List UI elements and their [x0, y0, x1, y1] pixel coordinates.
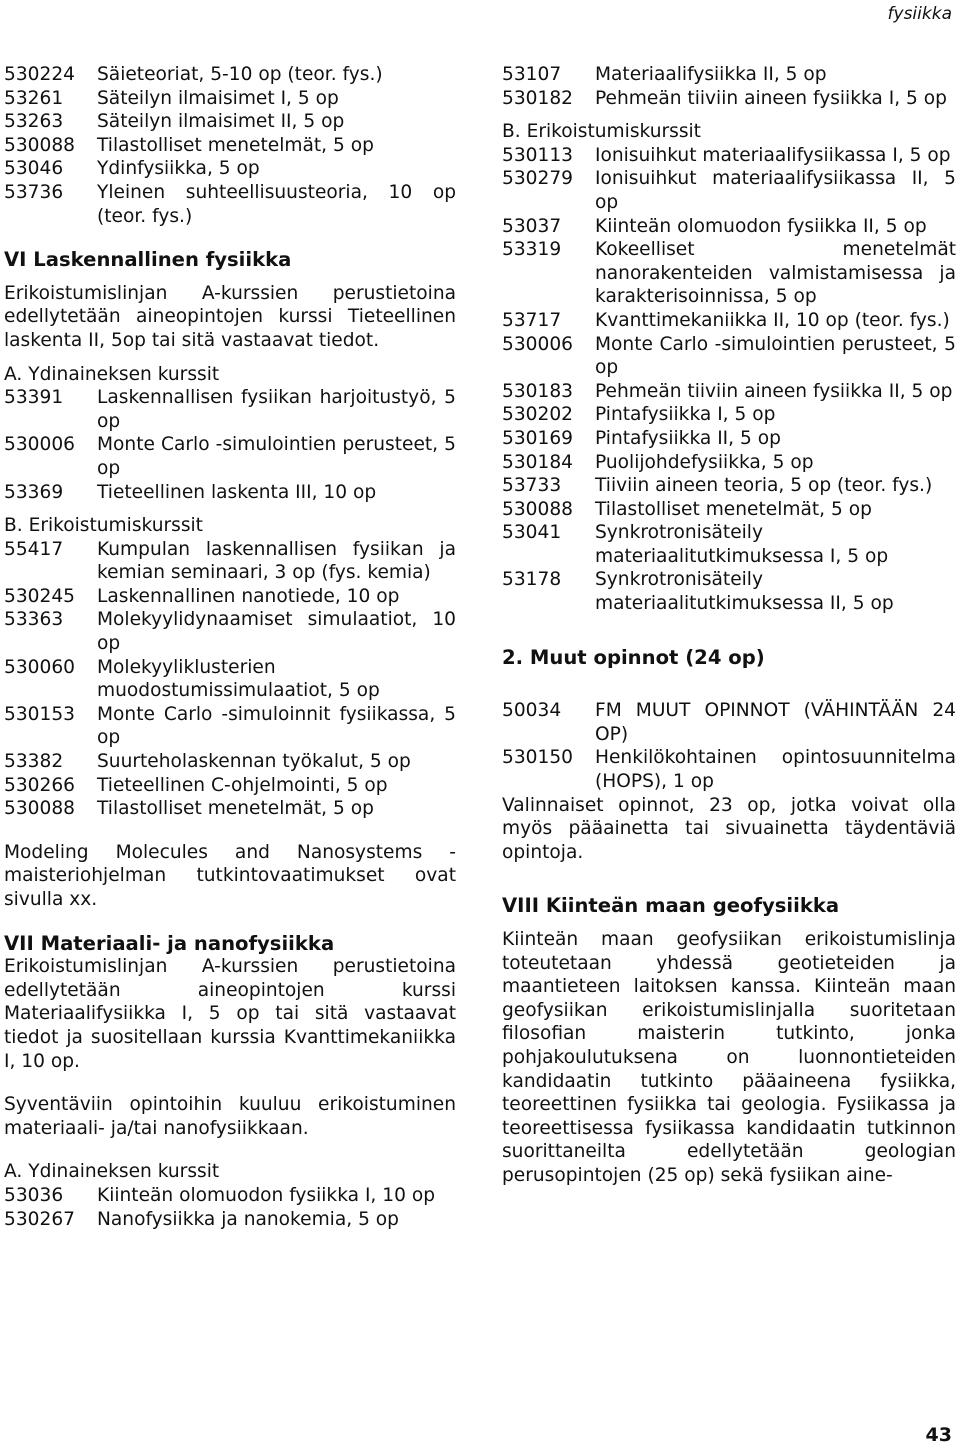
- course-entry: [502, 498, 956, 522]
- course-code: 53036: [4, 1184, 64, 1206]
- course-entry: [502, 474, 956, 498]
- section-heading: VII Materiaali- ja nanofysiikka: [4, 931, 335, 955]
- course-code: 530060: [4, 656, 75, 678]
- section-note: Modeling Molecules and Nanosystems -maisteriohjelman tutkintovaatimukset ovat sivulla xx.: [4, 841, 456, 910]
- course-code: 530266: [4, 774, 75, 796]
- course-code: 53382: [4, 751, 64, 773]
- course-entry: [502, 309, 956, 333]
- course-title: Tieteellinen laskenta III, 10 op: [97, 481, 377, 503]
- course-code: 530006: [502, 333, 573, 355]
- course-entry: [4, 157, 456, 181]
- course-entry: [502, 451, 956, 475]
- course-entry: [4, 585, 456, 609]
- course-entry: [4, 703, 456, 750]
- course-title: Säieteoriat, 5-10 op (teor. fys.): [97, 64, 383, 85]
- course-entry: [502, 87, 956, 111]
- course-code: 530202: [502, 404, 573, 426]
- course-entry: [502, 167, 956, 214]
- course-code: 530267: [4, 1208, 75, 1230]
- course-entry: [4, 87, 456, 111]
- course-title: Suurteholaskennan työkalut, 5 op: [97, 751, 411, 773]
- course-title: Henkilökohtainen opintosuunnitelma (HOPS), 1 op: [595, 747, 956, 793]
- course-code: 530169: [502, 427, 573, 449]
- course-entry: [4, 656, 456, 703]
- course-title: Synkrotronisäteily materiaalitutkimuksessa II, 5 op: [595, 569, 894, 615]
- course-title: Molekyylidynaamiset simulaatiot, 10 op: [97, 609, 456, 655]
- section-intro: Erikoistumislinjan A-kurssien perustietoina edellytetään aineopintojen kurssi Materiaalifysiikka I, 5 op tai sitä vastaavat tiedot ja suositellaan kurssia Kvanttimekaniikka I, 10 op.: [4, 956, 456, 1072]
- section-intro: Erikoistumislinjan A-kurssien perustietoina edellytetään aineopintojen kurssi Tieteellinen laskenta II, 5op tai sitä vastaavat tiedot.: [4, 282, 456, 351]
- course-title: FM MUUT OPINNOT (VÄHINTÄÄN 24 OP): [595, 700, 956, 745]
- course-title: Tilastolliset menetelmät, 5 op: [97, 134, 374, 156]
- course-entry: [4, 538, 456, 585]
- course-title: Laskennallisen fysiikan harjoitustyö, 5 op: [97, 387, 456, 432]
- course-list: [502, 63, 956, 110]
- right-column: [502, 63, 956, 1188]
- course-title: Tieteellinen C-ohjelmointi, 5 op: [97, 774, 388, 796]
- course-list: [502, 144, 956, 616]
- section-intro: Syventäviin opintoihin kuuluu erikoistuminen materiaali- ja/tai nanofysiikkaan.: [4, 1094, 456, 1139]
- course-title: Säteilyn ilmaisimet I, 5 op: [97, 87, 339, 109]
- course-entry: [4, 134, 456, 158]
- course-code: 53736: [4, 181, 64, 203]
- course-entry: [502, 427, 956, 451]
- course-title: Molekyyliklusterien muodostumissimulaatiot, 5 op: [97, 656, 380, 702]
- course-code: 53363: [4, 609, 64, 631]
- course-code: 53046: [4, 158, 64, 180]
- course-title: Yleinen suhteellisuusteoria, 10 op (teor. fys.): [97, 181, 456, 227]
- course-code: 530006: [4, 434, 75, 456]
- course-entry: [4, 608, 456, 655]
- course-entry: [4, 110, 456, 134]
- course-code: 530088: [4, 798, 75, 820]
- course-title: Pintafysiikka II, 5 op: [595, 427, 781, 449]
- course-code: 530183: [502, 380, 573, 402]
- course-entry: [4, 1184, 456, 1208]
- course-code: 53037: [502, 215, 562, 237]
- course-code: 530182: [502, 87, 573, 109]
- subheading: B. Erikoistumiskurssit: [502, 121, 701, 143]
- course-entry: [4, 774, 456, 798]
- course-entry: [4, 433, 456, 480]
- course-code: 530150: [502, 747, 573, 769]
- course-code: 50034: [502, 700, 562, 722]
- course-entry: [4, 481, 456, 505]
- course-title: Kiinteän olomuodon fysiikka II, 5 op: [595, 215, 927, 237]
- course-title: Monte Carlo -simuloinnit fysiikassa, 5 op: [97, 703, 456, 749]
- course-list: [502, 699, 956, 793]
- subheading: A. Ydinaineksen kurssit: [4, 1161, 220, 1183]
- course-title: Pehmeän tiiviin aineen fysiikka I, 5 op: [595, 87, 947, 109]
- course-code: 53391: [4, 387, 64, 409]
- course-entry: [502, 699, 956, 746]
- course-title: Nanofysiikka ja nanokemia, 5 op: [97, 1208, 399, 1230]
- course-list: [4, 63, 456, 228]
- section-text: Kiinteän maan geofysiikan erikoistumislinja toteutetaan yhdessä geotieteiden ja maantieteen laitoksen kanssa. Kiinteän maan geofysiikan erikoistumislinjalla suoritetaan filosofian maisterin tutkinto, jonka pohjakoulutuksena on luonnontieteiden kandidaatin tutkinto pääaineena fysiikka, teoreettinen fysiikka tai geologia. Fysiikassa ja teoreettisessa fysiikassa kandidaatin tutkinnon suorittaneilta edellytetään geologian perusopintojen (25 op) sekä fysiikan aine-: [502, 929, 956, 1186]
- course-entry: [4, 63, 456, 87]
- course-title: Ydinfysiikka, 5 op: [97, 158, 260, 180]
- course-title: Kvanttimekaniikka II, 10 op (teor. fys.): [595, 309, 950, 331]
- course-code: 53261: [4, 87, 64, 109]
- course-entry: [4, 181, 456, 228]
- course-entry: [502, 746, 956, 793]
- course-title: Säteilyn ilmaisimet II, 5 op: [97, 111, 345, 133]
- section-heading: VIII Kiinteän maan geofysiikka: [502, 894, 840, 918]
- course-title: Tilastolliset menetelmät, 5 op: [97, 798, 374, 820]
- left-column: [4, 63, 456, 1231]
- course-entry: [502, 238, 956, 309]
- course-entry: [502, 333, 956, 380]
- course-entry: [4, 1208, 456, 1232]
- course-entry: [502, 403, 956, 427]
- course-code: 55417: [4, 538, 64, 560]
- course-entry: [4, 750, 456, 774]
- course-code: 53178: [502, 569, 562, 591]
- course-title: Tilastolliset menetelmät, 5 op: [595, 498, 872, 520]
- course-code: 53717: [502, 309, 562, 331]
- course-title: Kokeelliset menetelmät nanorakenteiden valmistamisessa ja karakterisoinnissa, 5 op: [595, 239, 956, 308]
- course-list: [4, 1184, 456, 1231]
- course-title: Ionisuihkut materiaalifysiikassa I, 5 op: [595, 144, 951, 166]
- subheading: B. Erikoistumiskurssit: [4, 515, 203, 537]
- course-code: 530279: [502, 168, 573, 190]
- course-title: Monte Carlo -simulointien perusteet, 5 op: [595, 333, 956, 379]
- course-title: Tiiviin aineen teoria, 5 op (teor. fys.): [595, 475, 933, 497]
- course-code: 530153: [4, 703, 75, 725]
- course-code: 530184: [502, 451, 573, 473]
- course-code: 53733: [502, 475, 562, 497]
- course-list: [4, 538, 456, 821]
- course-entry: [4, 386, 456, 433]
- section-heading: 2. Muut opinnot (24 op): [502, 645, 765, 669]
- course-entry: [502, 568, 956, 615]
- course-entry: [502, 380, 956, 404]
- course-code: 530088: [4, 134, 75, 156]
- course-list: [4, 386, 456, 504]
- course-title: Laskennallinen nanotiede, 10 op: [97, 585, 400, 607]
- course-title: Pintafysiikka I, 5 op: [595, 404, 776, 426]
- course-code: 53369: [4, 481, 64, 503]
- course-title: Pehmeän tiiviin aineen fysiikka II, 5 op: [595, 380, 953, 402]
- course-code: 530224: [4, 64, 75, 85]
- course-entry: [502, 63, 956, 87]
- course-title: Kiinteän olomuodon fysiikka I, 10 op: [97, 1184, 436, 1206]
- course-code: 53107: [502, 64, 562, 85]
- course-entry: [502, 521, 956, 568]
- course-code: 530113: [502, 144, 573, 166]
- course-title: Materiaalifysiikka II, 5 op: [595, 64, 827, 85]
- course-title: Ionisuihkut materiaalifysiikassa II, 5 op: [595, 168, 956, 213]
- course-code: 530088: [502, 498, 573, 520]
- course-entry: [502, 144, 956, 168]
- subheading: A. Ydinaineksen kurssit: [4, 363, 220, 385]
- section-text: Valinnaiset opinnot, 23 op, jotka voivat olla myös pääainetta tai sivuainetta täydentäviä opintoja.: [502, 794, 956, 863]
- course-code: 53319: [502, 239, 562, 261]
- course-title: Synkrotronisäteily materiaalitutkimuksessa I, 5 op: [595, 522, 889, 567]
- course-code: 530245: [4, 585, 75, 607]
- running-head: fysiikka: [887, 4, 952, 24]
- course-title: Monte Carlo -simulointien perusteet, 5 op: [97, 434, 456, 479]
- course-title: Puolijohdefysiikka, 5 op: [595, 451, 814, 473]
- course-entry: [4, 797, 456, 821]
- course-entry: [502, 215, 956, 239]
- page-number: 43: [925, 1424, 952, 1446]
- course-code: 53263: [4, 111, 64, 133]
- course-code: 53041: [502, 522, 562, 544]
- section-heading: VI Laskennallinen fysiikka: [4, 248, 292, 272]
- course-title: Kumpulan laskennallisen fysiikan ja kemian seminaari, 3 op (fys. kemia): [97, 538, 456, 584]
